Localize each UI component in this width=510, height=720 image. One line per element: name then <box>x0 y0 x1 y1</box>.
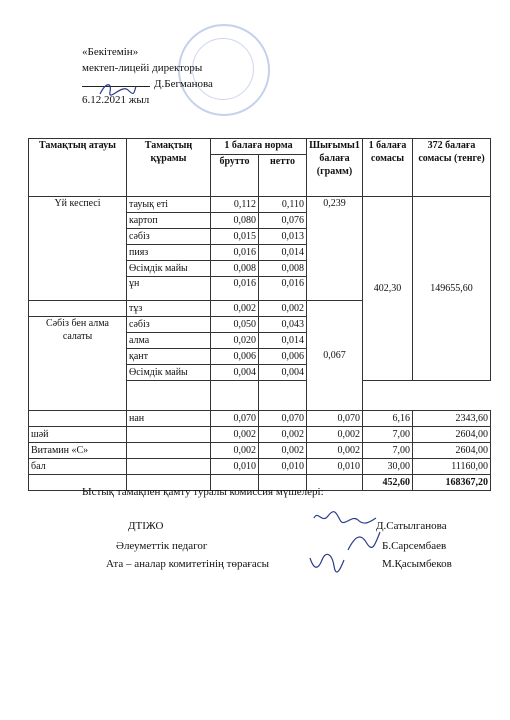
cost-all-value: 2343,60 <box>413 411 491 427</box>
net-value: 0,043 <box>259 317 307 333</box>
ingredient <box>127 427 211 443</box>
dish-cell: Сәбіз бен алма салаты <box>29 317 127 411</box>
yield-value: 0,002 <box>307 427 363 443</box>
gross-value: 0,008 <box>211 261 259 277</box>
header-gross: брутто <box>211 155 259 197</box>
net-value: 0,070 <box>259 411 307 427</box>
gross-value: 0,010 <box>211 459 259 475</box>
cost-all-value: 11160,00 <box>413 459 491 475</box>
member-name: М.Қасымбеков <box>382 558 452 570</box>
ingredient: қант <box>127 349 211 365</box>
table-row <box>29 443 491 459</box>
gross-value: 0,004 <box>211 365 259 381</box>
gross-value: 0,112 <box>211 197 259 213</box>
ingredient <box>127 443 211 459</box>
table-row <box>29 427 491 443</box>
header-composition: Тамақтың құрамы <box>127 139 211 197</box>
gross-value: 0,070 <box>211 411 259 427</box>
yield-value: 0,070 <box>307 411 363 427</box>
ingredient: Өсімдік майы <box>127 261 211 277</box>
header-net: нетто <box>259 155 307 197</box>
net-value: 0,002 <box>259 443 307 459</box>
net-value: 0,110 <box>259 197 307 213</box>
net-value: 0,013 <box>259 229 307 245</box>
ingredient: тауық еті <box>127 197 211 213</box>
net-value: 0,016 <box>259 277 307 301</box>
total-cost-one: 452,60 <box>363 475 413 491</box>
member-signature <box>312 508 378 530</box>
approval-position: мектеп-лицейі директоры <box>82 62 203 74</box>
member-name: Б.Сарсембаев <box>382 540 447 552</box>
gross-value: 0,016 <box>211 277 259 301</box>
gross-value: 0,050 <box>211 317 259 333</box>
net-value: 0,008 <box>259 261 307 277</box>
table-row <box>29 459 491 475</box>
net-value: 0,014 <box>259 333 307 349</box>
gross-value: 0,002 <box>211 427 259 443</box>
cost-one-value: 6,16 <box>363 411 413 427</box>
menu-table <box>28 138 491 491</box>
gross-value: 0,080 <box>211 213 259 229</box>
approval-title: «Бекітемін» <box>82 46 139 58</box>
ingredient: картоп <box>127 213 211 229</box>
ingredient: сәбіз <box>127 317 211 333</box>
cost-one-value: 7,00 <box>363 443 413 459</box>
cost-all-value: 2604,00 <box>413 427 491 443</box>
director-signature <box>98 80 138 100</box>
header-cost-all: 372 балаға сомасы (тенге) <box>413 139 491 197</box>
ingredient: пияз <box>127 245 211 261</box>
ingredient: тұз <box>127 301 211 317</box>
commission-title: Ыстық тамақпен қамту туралы комиссия мүшелері: <box>82 486 324 498</box>
header-row <box>29 139 491 155</box>
gross-value: 0,016 <box>211 245 259 261</box>
dish-cell: бал <box>29 459 127 475</box>
yield-value: 0,010 <box>307 459 363 475</box>
total-cost-all: 168367,20 <box>413 475 491 491</box>
empty-cell <box>211 381 259 411</box>
header-cost-one: 1 балаға сомасы <box>363 139 413 197</box>
cost-all-value: 2604,00 <box>413 443 491 459</box>
ingredient <box>127 459 211 475</box>
ingredient: Өсімдік майы <box>127 365 211 381</box>
net-value: 0,006 <box>259 349 307 365</box>
cost-one-value: 30,00 <box>363 459 413 475</box>
net-value: 0,014 <box>259 245 307 261</box>
member-name: Д.Сатылганова <box>376 520 447 532</box>
dish-cell: Витамин «С» <box>29 443 127 459</box>
cost-all-value: 149655,60 <box>413 197 491 381</box>
dish-cell <box>29 411 127 427</box>
table-row <box>29 411 491 427</box>
cost-one-value: 7,00 <box>363 427 413 443</box>
ingredient: алма <box>127 333 211 349</box>
net-value: 0,004 <box>259 365 307 381</box>
cost-one-value: 402,30 <box>363 197 413 381</box>
member-role: Әлеуметтік педагог <box>116 540 208 552</box>
member-role: ДТІЖО <box>128 520 164 532</box>
header-dish-name: Тамақтың атауы <box>29 139 127 197</box>
member-signature <box>344 528 384 554</box>
net-value: 0,076 <box>259 213 307 229</box>
ingredient: ұн <box>127 277 211 301</box>
gross-value: 0,002 <box>211 301 259 317</box>
header-norm: 1 балаға норма <box>211 139 307 155</box>
member-signature <box>306 552 346 574</box>
ingredient: сәбіз <box>127 229 211 245</box>
gross-value: 0,015 <box>211 229 259 245</box>
ingredient: нан <box>127 411 211 427</box>
dish-cell-empty <box>29 301 127 317</box>
approval-date: 6.12.2021 жыл <box>82 94 150 106</box>
table-row <box>29 197 491 213</box>
empty-cell <box>259 381 307 411</box>
net-value: 0,010 <box>259 459 307 475</box>
net-value: 0,002 <box>259 301 307 317</box>
gross-value: 0,020 <box>211 333 259 349</box>
member-role: Ата – аналар комитетінің төрағасы <box>106 558 270 570</box>
net-value: 0,002 <box>259 427 307 443</box>
gross-value: 0,006 <box>211 349 259 365</box>
yield-value: 0,239 <box>307 197 363 301</box>
dish-cell: шәй <box>29 427 127 443</box>
director-name: Д.Бегманова <box>154 78 213 90</box>
dish-cell: Үй кеспесі <box>29 197 127 301</box>
empty-cell <box>127 381 211 411</box>
gross-value: 0,002 <box>211 443 259 459</box>
yield-value: 0,002 <box>307 443 363 459</box>
header-yield: Шығымы1 балаға (грамм) <box>307 139 363 197</box>
yield-value: 0,067 <box>307 301 363 411</box>
